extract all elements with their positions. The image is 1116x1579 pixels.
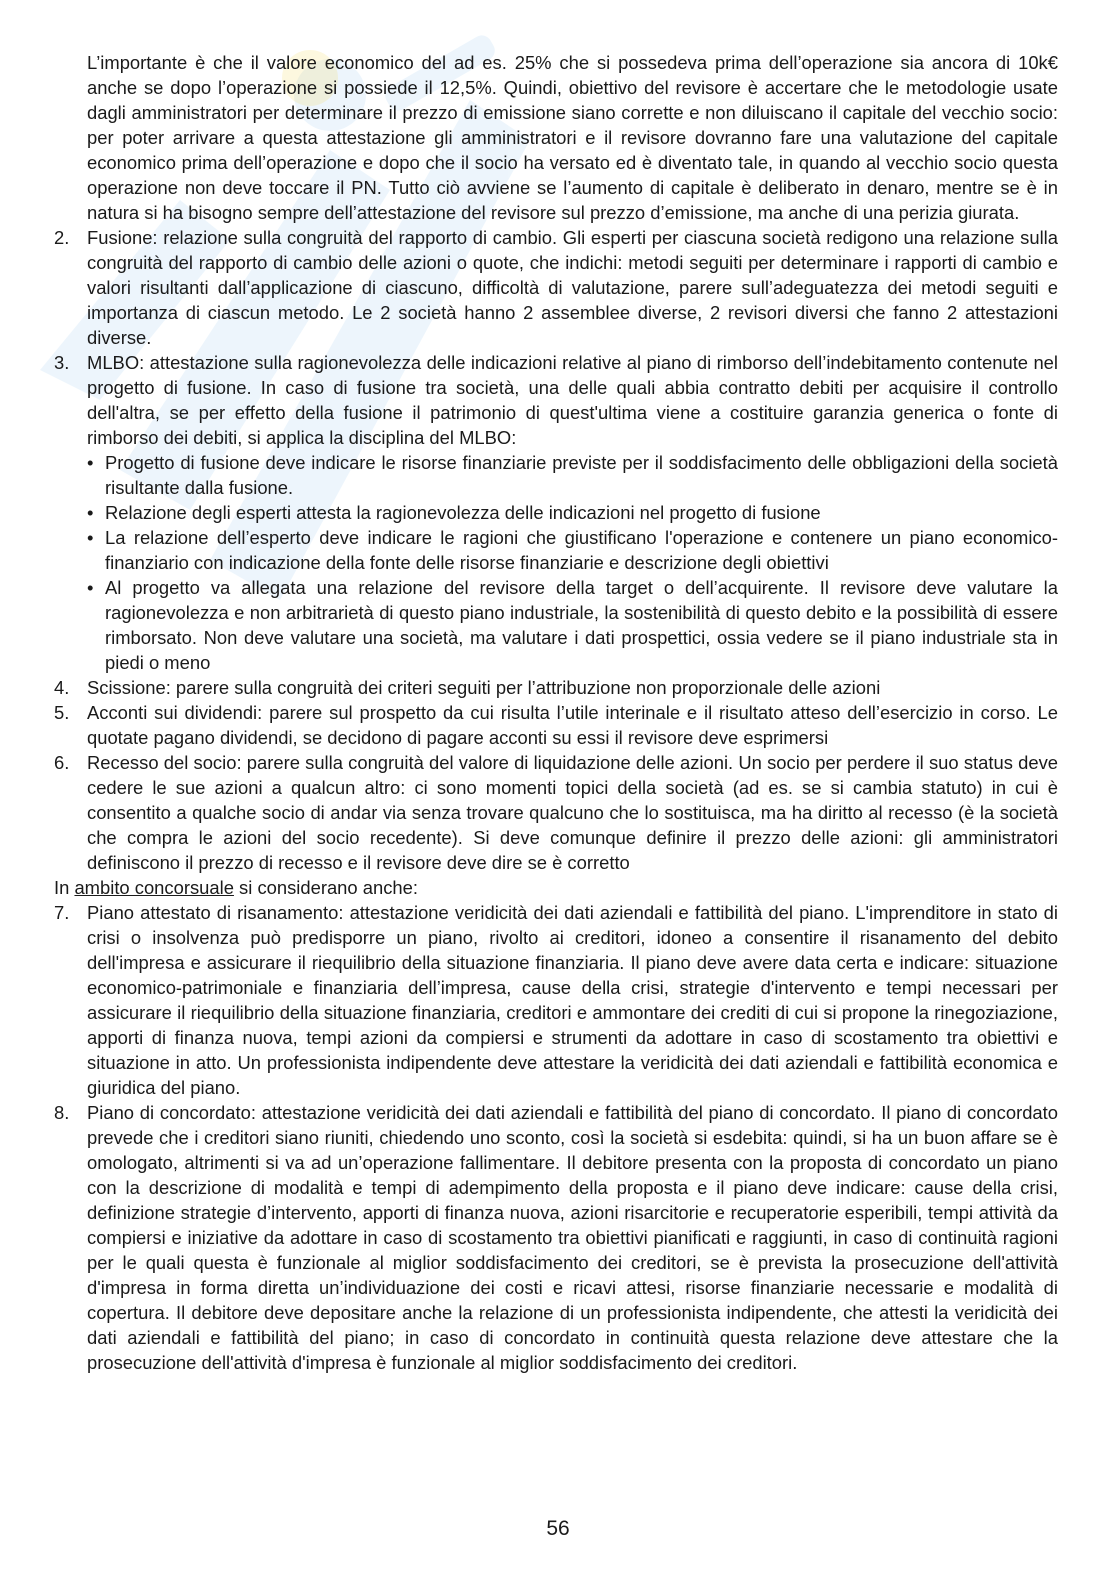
bullet-icon: •	[87, 502, 94, 523]
item-text: Piano di concordato: attestazione veridicità dei dati aziendali e fattibilità del piano di concordato. Il piano di concordato prevede che i creditori siano riuniti, chiedendo uno sconto, così la società si esdebita: quindi, si ha un buon affare se è omologato, altrimenti si va ad un’operazione fallimentare. Il debitore presenta con la proposta di concordato un piano con la descrizione di modalità e tempi di adempimento della proposta e il piano deve indicare: cause della crisi, definizione strategie d’intervento, apporti di finanza nuova, azioni risarcitorie e recuperatorie esperibili, tempi attività da compiersi e iniziative da adottare in caso di scostamento tra obiettivi pianificati e raggiunti, in caso di continuità ragioni per le quali questa è funzionale al miglior soddisfacimento dei creditori, se è prevista la prosecuzione dell'attività d'impresa in forma diretta un’individuazione dei costi e ricavi attesi, risorse finanziarie necessarie e modalità di copertura. Il debitore deve depositare anche la relazione di un professionista indipendente, che attesti la veridicità dei dati aziendali e fattibilità del piano; in caso di concordato in continuità questa relazione deve attestare che la prosecuzione dell'attività d'impresa è funzionale al miglior soddisfacimento dei creditori.	[87, 1102, 1058, 1373]
item-text: Scissione: parere sulla congruità dei criteri seguiti per l’attribuzione non proporzionale delle azioni	[87, 677, 881, 698]
mlbo-bullet-list	[87, 450, 1058, 675]
item-text: Fusione: relazione sulla congruità del rapporto di cambio. Gli esperti per ciascuna società redigono una relazione sulla congruità del rapporto di cambio delle azioni o quote, che indichi: metodi seguiti per determinare i rapporti di cambio e valori risultanti dall’applicazione di ciascuno, difficoltà di valutazione, parere sull’adeguatezza dei metodi seguiti e importanza di ciascun metodo. Le 2 società hanno 2 assemblee diverse, 2 revisori diversi che fanno 2 attestazioni diverse.	[87, 227, 1058, 348]
document-body	[54, 50, 1058, 1375]
continuation-paragraph: L’importante è che il valore economico del ad es. 25% che si possedeva prima dell’operazione sia ancora di 10k€ anche se dopo l’operazione si possiede il 12,5%. Quindi, obiettivo del revisore è accertare che le metodologie usate dagli amministratori per determinare il prezzo di emissione siano corrette e non diluiscano il capitale del vecchio socio: per poter arrivare a questa attestazione gli amministratori e il revisore dovranno fare una valutazione del capitale economico prima dell’operazione e dopo che il socio ha versato ed è diventato tale, in quando al vecchio socio questa operazione non deve toccare il PN. Tutto ciò avviene se l’aumento di capitale è deliberato in denaro, mentre se è in natura si ha bisogno sempre dell’attestazione del revisore sul prezzo d’emissione, ma anche di una perizia giurata.	[87, 52, 1058, 223]
item-text: Acconti sui dividendi: parere sul prospetto da cui risulta l’utile interinale e il risultato atteso dell’esercizio in corso. Le quotate pagano dividendi, se decidono di pagare acconti su essi il revisore deve esprimersi	[87, 702, 1058, 748]
item-number: 5.	[54, 702, 70, 723]
bullet-icon: •	[87, 577, 94, 598]
item-number: 6.	[54, 752, 70, 773]
numbered-list-1	[54, 225, 1058, 875]
item-number: 2.	[54, 227, 70, 248]
bullet-item	[87, 450, 1058, 500]
item-text: Recesso del socio: parere sulla congruità del valore di liquidazione delle azioni. Un socio per perdere il suo status deve cedere le sue azioni a qualcun altro: ci sono momenti topici della società (ad es. se si cambia statuto) in cui è consentito a qualche socio di andar via senza trovare qualcuno che lo sostituisca, ma ha diritto al recesso (è la società che compra le azioni del socio recedente). Si deve comunque definire il prezzo delle azioni: gli amministratori definiscono il prezzo di recesso e il revisore deve dire se è corretto	[87, 752, 1058, 873]
numbered-list-2	[54, 900, 1058, 1375]
list-item-4	[54, 675, 1058, 700]
bullet-text: Relazione degli esperti attesta la ragionevolezza delle indicazioni nel progetto di fusione	[105, 502, 821, 523]
concorsuale-intro	[54, 875, 1058, 900]
list-item-6	[54, 750, 1058, 875]
bullet-text: Progetto di fusione deve indicare le risorse finanziarie previste per il soddisfacimento delle obbligazioni della società risultante dalla fusione.	[105, 452, 1058, 498]
list-item-5	[54, 700, 1058, 750]
item-number: 4.	[54, 677, 70, 698]
item-number: 8.	[54, 1102, 70, 1123]
bullet-item	[87, 500, 1058, 525]
item-number: 3.	[54, 352, 70, 373]
list-item-8	[54, 1100, 1058, 1375]
bullet-text: La relazione dell’esperto deve indicare le ragioni che giustificano l'operazione e contenere un piano economico-finanziario con indicazione della fonte delle risorse finanziarie e descrizione degli obiettivi	[105, 527, 1058, 573]
bullet-icon: •	[87, 527, 94, 548]
item-text: MLBO: attestazione sulla ragionevolezza delle indicazioni relative al piano di rimborso dell’indebitamento contenute nel progetto di fusione. In caso di fusione tra società, una delle quali abbia contratto debiti per acquisire il controllo dell'altra, se per effetto della fusione il patrimonio di quest'ultima viene a costituire garanzia generica o fonte di rimborso dei debiti, si applica la disciplina del MLBO:	[87, 352, 1058, 448]
list-item-7	[54, 900, 1058, 1100]
item-number: 7.	[54, 902, 70, 923]
list-item-3	[54, 350, 1058, 675]
ambito-concorsuale-underlined: ambito concorsuale	[74, 877, 234, 898]
bullet-item	[87, 525, 1058, 575]
list-item-2	[54, 225, 1058, 350]
intro-suffix: si considerano anche:	[233, 877, 418, 898]
bullet-icon: •	[87, 452, 94, 473]
page-number: 56	[546, 1517, 570, 1540]
bullet-item	[87, 575, 1058, 675]
bullet-text: Al progetto va allegata una relazione del revisore della target o dell’acquirente. Il revisore deve valutare la ragionevolezza e non arbitrarietà di questo piano industriale, la sostenibilità di questo debito e la possibilità di essere rimborsato. Non deve valutare una società, ma valutare i dati prospettici, ossia vedere se il piano industriale sta in piedi o meno	[105, 577, 1058, 673]
item-text: Piano attestato di risanamento: attestazione veridicità dei dati aziendali e fattibilità del piano. L'imprenditore in stato di crisi o insolvenza può predisporre un piano, rivolto ai creditori, idoneo a consentire il risanamento del debito dell'impresa e assicurare il riequilibrio della situazione finanziaria. Il piano deve avere data certa e indicare: situazione economico-patrimoniale e finanziaria dell’impresa, cause della crisi, strategie d'intervento e tempi necessari per assicurare il riequilibrio della situazione finanziaria, creditori e ammontare dei crediti di cui si propone la rinegoziazione, apporti di finanza nuova, tempi azioni da compiersi e strumenti da adottare in caso di scostamento tra obiettivi e situazione in atto. Un professionista indipendente deve attestare la veridicità dei dati aziendali e fattibilità economica e giuridica del piano.	[87, 902, 1058, 1098]
intro-prefix: In	[54, 877, 75, 898]
